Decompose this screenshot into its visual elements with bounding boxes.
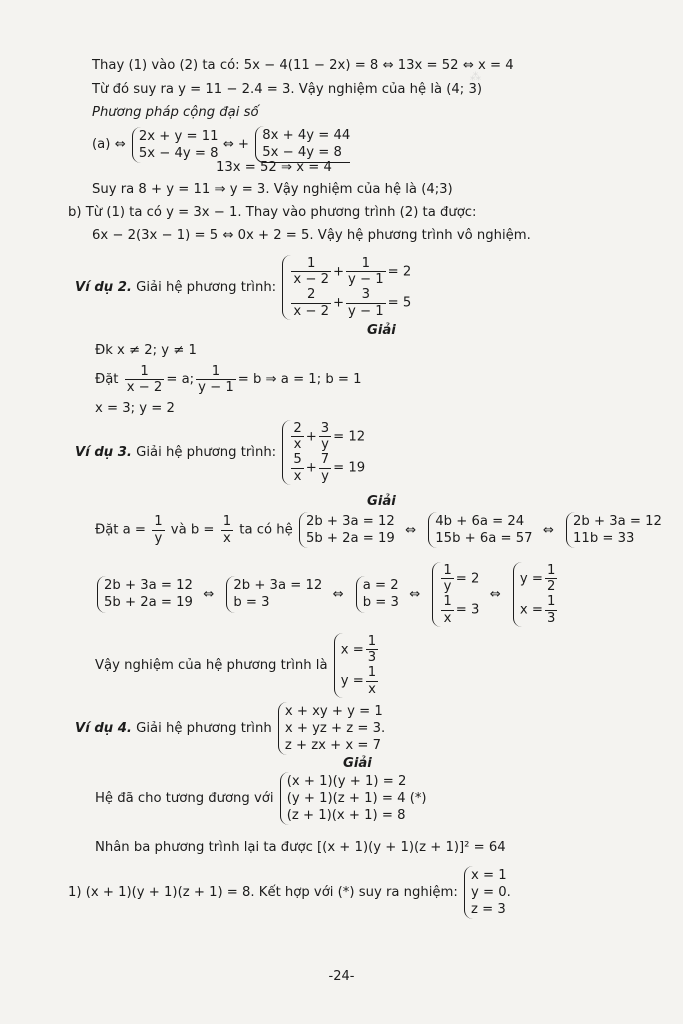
example-3 [75,420,365,485]
text: ⇔ + [222,137,249,153]
method-heading: Phương pháp cộng đại số [92,105,259,120]
equation-system: 2b + 3a = 12 5b + 2a = 19 [299,512,395,548]
equation-system: x = $\frac{1}{3}$ y = $\frac{1}{x}$ [334,633,380,698]
equation-system: 2b + 3a = 12 11b = 33 [566,512,662,548]
equation: $\frac{1}{x - 2}$ + $\frac{1}{y - 1}$ = 2 [293,256,412,288]
example-text: Giải hệ phương trình [136,721,272,737]
substitution: Đặt a = $\frac{1}{y}$ và b = $\frac{1}{x}$ ta có hệ 2b + 3a = 12 5b + 2a = 19 ⇔ 4b + 6a = 24 15b + 6a = 57 ⇔ 2b + 3a = 12 11b = 33 [95,512,662,548]
equation-system [282,255,411,320]
text: (a) ⇔ [92,137,126,153]
sum-line: 13x = 52 ⇒ x = 4 [216,160,332,175]
equation: 2x + y = 11 [138,128,219,144]
solution-heading: Giải [367,323,396,338]
example-label: Ví dụ 2. [75,279,132,295]
example-4 [75,702,385,755]
equation: $\frac{2}{x}$ + $\frac{3}{y}$ = 12 [293,421,366,453]
equation-system [132,127,219,163]
text-line: Từ đó suy ra y = 11 − 2.4 = 3. Vậy nghiệm của hệ là (4; 3) [92,82,482,97]
conclusion: Vậy nghiệm của hệ phương trình là x = $\frac{1}{3}$ y = $\frac{1}{x}$ [95,633,380,698]
equation-system: y = $\frac{1}{2}$ x = $\frac{1}{3}$ [513,562,559,627]
equivalence-chain: 2b + 3a = 12 5b + 2a = 19 ⇔ 2b + 3a = 12 b = 3 ⇔ a = 2 b = 3 ⇔ $\frac{1}{y}$ = 2 $\frac{1}{x}$ = 3 ⇔ y = $\frac{1}{2}$ x = $\frac{1}{3}$ [95,562,559,627]
equation-system: x = 1 y = 0. z = 3 [464,866,511,919]
solution-heading: Giải [367,494,396,509]
condition: Đk x ≠ 2; y ≠ 1 [95,343,197,358]
equation: $\frac{2}{x - 2}$ + $\frac{3}{y - 1}$ = 5 [293,287,412,319]
example-2 [75,255,411,320]
equation-system: a = 2 b = 3 [356,576,399,612]
text-line: 6x − 2(3x − 1) = 5 ⇔ 0x + 2 = 5. Vậy hệ phương trình vô nghiệm. [92,228,531,243]
result: x = 3; y = 2 [95,401,175,416]
equation: 5x − 4y = 8 [262,145,342,161]
equivalent-system: Hệ đã cho tương đương với (x + 1)(y + 1) = 2 (y + 1)(z + 1) = 4 (*) (z + 1)(x + 1) = 8 [95,772,427,825]
case-1: 1) (x + 1)(y + 1)(z + 1) = 8. Kết hợp với (*) suy ra nghiệm: x = 1 y = 0. z = 3 [68,866,511,919]
equation: 8x + 4y = 44 [262,128,351,143]
equation-system: 2b + 3a = 12 5b + 2a = 19 [97,576,193,612]
equation-system: x + xy + y = 1 x + yz + z = 3. z + zx + x = 7 [278,702,385,755]
text-line: Nhân ba phương trình lại ta được [(x + 1)(y + 1)(z + 1)]² = 64 [95,840,506,855]
text-line: Thay (1) vào (2) ta có: 5x − 4(11 − 2x) = 8 ⇔ 13x = 52 ⇔ x = 4 [92,58,514,73]
equation-system [282,420,365,485]
bleed-through: ⁂ [470,70,481,83]
equation-system [255,126,350,163]
example-label: Ví dụ 4. [75,721,132,737]
equation-system: (x + 1)(y + 1) = 2 (y + 1)(z + 1) = 4 (*) (z + 1)(x + 1) = 8 [280,772,427,825]
addition-method [92,126,350,163]
example-label: Ví dụ 3. [75,444,132,460]
solution-heading: Giải [343,756,372,771]
text-line: Suy ra 8 + y = 11 ⇒ y = 3. Vậy nghiệm của hệ là (4;3) [92,182,453,197]
equation: $\frac{5}{x}$ + $\frac{7}{y}$ = 19 [293,452,366,484]
substitution: Đặt $\frac{1}{x - 2}$ = a; $\frac{1}{y - 1}$ = b ⇒ a = 1; b = 1 [95,364,362,396]
page-number: -24- [328,969,355,984]
equation-system: 2b + 3a = 12 b = 3 [226,576,322,612]
equation-system: 4b + 6a = 24 15b + 6a = 57 [428,512,532,548]
text-line: b) Từ (1) ta có y = 3x − 1. Thay vào phương trình (2) ta được: [68,205,477,220]
equation-system: $\frac{1}{y}$ = 2 $\frac{1}{x}$ = 3 [432,562,479,627]
equation: 5x − 4y = 8 [138,145,219,161]
example-text: Giải hệ phương trình: [136,279,277,295]
example-text: Giải hệ phương trình: [136,444,277,460]
